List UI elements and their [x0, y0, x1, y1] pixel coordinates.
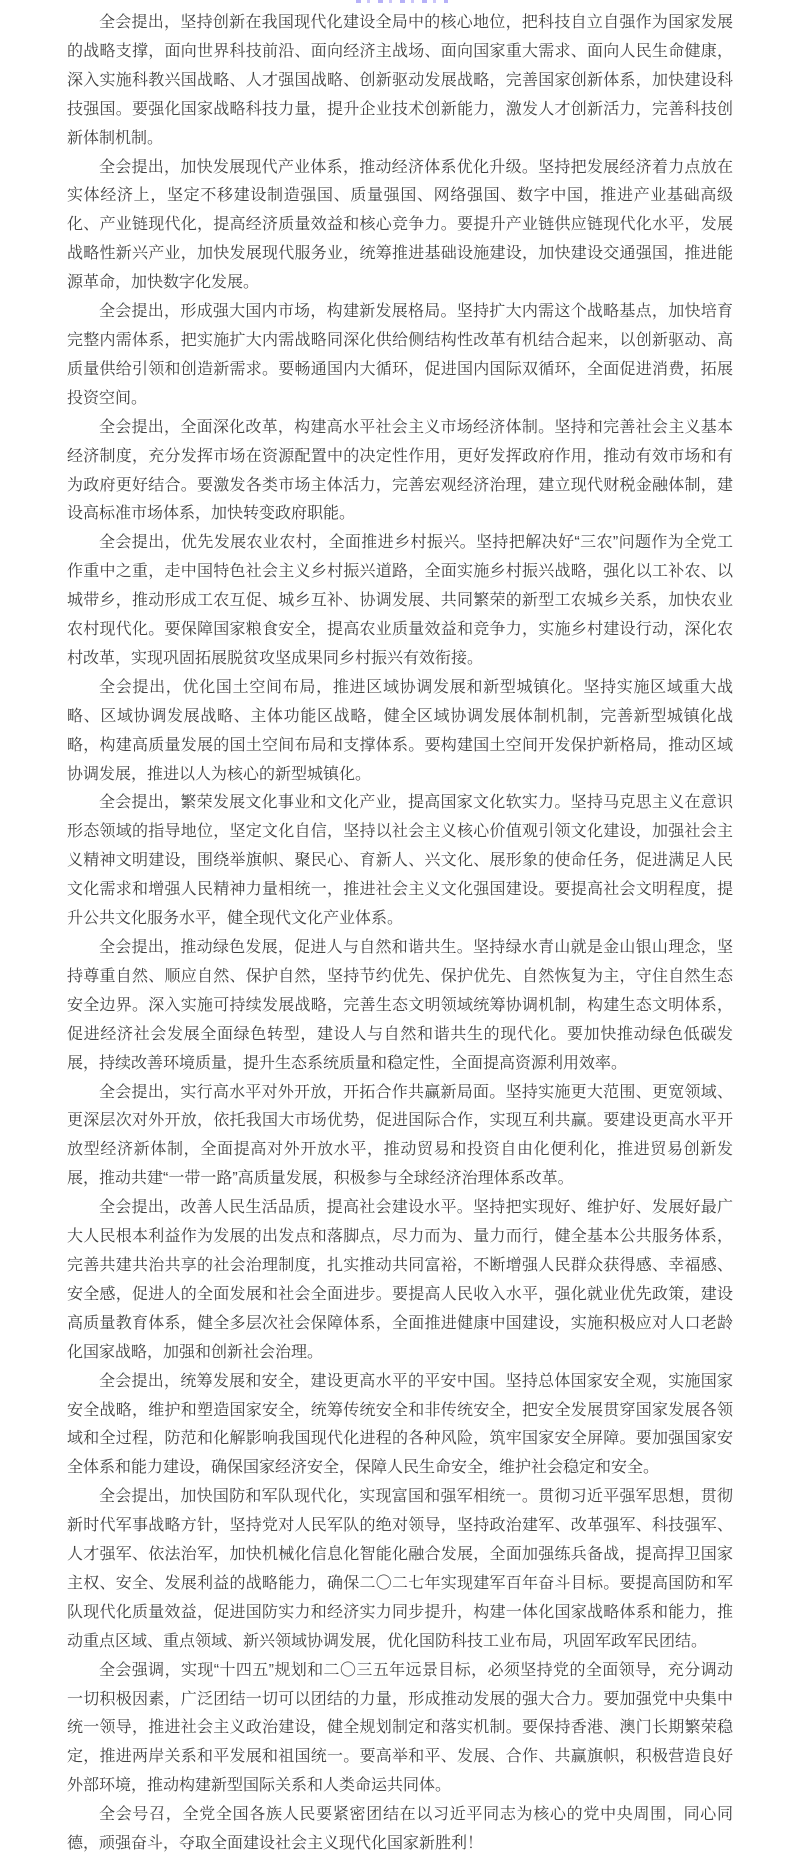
paragraph: 全会提出，实行高水平对外开放，开拓合作共赢新局面。坚持实施更大范围、更宽领域、更深层次对外开放，依托我国大市场优势，促进国际合作，实现互利共赢。要建设更高水平开放型经济新体制，全面提高对外开放水平，推动贸易和投资自由化便利化，推进贸易创新发展，推动共建“一带一路”高质量发展，积极参与全球经济治理体系改革。	[67, 1083, 733, 1188]
paragraph: 全会提出，统筹发展和安全，建设更高水平的平安中国。坚持总体国家安全观，实施国家安全战略，维护和塑造国家安全，统筹传统安全和非传统安全，把安全发展贯穿国家发展各领域和全过程，防范和化解影响我国现代化进程的各种风险，筑牢国家安全屏障。要加强国家安全体系和能力建设，确保国家经济安全，保障人民生命安全，维护社会稳定和安全。	[67, 1372, 733, 1477]
paragraph: 全会提出，形成强大国内市场，构建新发展格局。坚持扩大内需这个战略基点，加快培育完整内需体系，把实施扩大内需战略同深化供给侧结构性改革有机结合起来，以创新驱动、高质量供给引领和创造新需求。要畅通国内大循环，促进国内国际双循环，全面促进消费，拓展投资空间。	[67, 303, 733, 407]
paragraph: 全会提出，改善人民生活品质，提高社会建设水平。坚持把实现好、维护好、发展好最广大人民根本利益作为发展的出发点和落脚点，尽力而为、量力而行，健全基本公共服务体系，完善共建共治共享的社会治理制度，扎实推动共同富裕，不断增强人民群众获得感、幸福感、安全感，促进人的全面发展和社会全面进步。要提高人民收入水平，强化就业优先政策，建设高质量教育体系，健全多层次社会保障体系，全面推进健康中国建设，实施积极应对人口老龄化国家战略，加强和创新社会治理。	[67, 1199, 733, 1361]
clipped-link-fragment	[356, 0, 448, 3]
paragraph: 全会提出，坚持创新在我国现代化建设全局中的核心地位，把科技自立自强作为国家发展的战略支撑，面向世界科技前沿、面向经济主战场、面向国家重大需求、面向人民生命健康，深入实施科教兴国战略、人才强国战略、创新驱动发展战略，完善国家创新体系，加快建设科技强国。要强化国家战略科技力量，提升企业技术创新能力，激发人才创新活力，完善科技创新体制机制。	[67, 14, 733, 147]
paragraph: 全会强调，实现“十四五”规划和二〇三五年远景目标，必须坚持党的全面领导，充分调动一切积极因素，广泛团结一切可以团结的力量，形成推动发展的强大合力。要加强党中央集中统一领导，推进社会主义政治建设，健全规划制定和落实机制。要保持香港、澳门长期繁荣稳定，推进两岸关系和平发展和祖国统一。要高举和平、发展、合作、共赢旗帜，积极营造良好外部环境，推动构建新型国际关系和人类命运共同体。	[67, 1661, 733, 1795]
paragraph: 全会提出，全面深化改革，构建高水平社会主义市场经济体制。坚持和完善社会主义基本经济制度，充分发挥市场在资源配置中的决定性作用，更好发挥政府作用，推动有效市场和有为政府更好结合。要激发各类市场主体活力，完善宏观经济治理，建立现代财税金融体制，建设高标准市场体系，加快转变政府职能。	[67, 418, 733, 523]
paragraph: 全会提出，繁荣发展文化事业和文化产业，提高国家文化软实力。坚持马克思主义在意识形态领域的指导地位，坚定文化自信，坚持以社会主义核心价值观引领文化建设，加强社会主义精神文明建设，围绕举旗帜、聚民心、育新人、兴文化、展形象的使命任务，促进满足人民文化需求和增强人民精神力量相统一，推进社会主义文化强国建设。要提高社会文明程度，提升公共文化服务水平，健全现代文化产业体系。	[67, 794, 733, 928]
paragraph: 全会提出，加快国防和军队现代化，实现富国和强军相统一。贯彻习近平强军思想，贯彻新时代军事战略方针，坚持党对人民军队的绝对领导，坚持政治建军、改革强军、科技强军、人才强军、依法治军，加快机械化信息化智能化融合发展，全面加强练兵备战，提高捍卫国家主权、安全、发展利益的战略能力，确保二〇二七年实现建军百年奋斗目标。要提高国防和军队现代化质量效益，促进国防实力和经济实力同步提升，构建一体化国家战略体系和能力，推动重点区域、重点领域、新兴领域协调发展，优化国防科技工业布局，巩固军政军民团结。	[67, 1488, 733, 1650]
paragraph: 全会提出，优先发展农业农村，全面推进乡村振兴。坚持把解决好“三农”问题作为全党工作重中之重，走中国特色社会主义乡村振兴道路，全面实施乡村振兴战略，强化以工补农、以城带乡，推动形成工农互促、城乡互补、协调发展、共同繁荣的新型工农城乡关系，加快农业农村现代化。要保障国家粮食安全，提高农业质量效益和竞争力，实施乡村建设行动，深化农村改革，实现巩固拓展脱贫攻坚成果同乡村振兴有效衔接。	[67, 534, 733, 667]
paragraph: 全会提出，优化国土空间布局，推进区域协调发展和新型城镇化。坚持实施区域重大战略、区域协调发展战略、主体功能区战略，健全区域协调发展体制机制，完善新型城镇化战略，构建高质量发展的国土空间布局和支撑体系。要构建国土空间开发保护新格局，推动区域协调发展，推进以人为核心的新型城镇化。	[67, 678, 733, 783]
paragraph: 全会提出，加快发展现代产业体系，推动经济体系优化升级。坚持把发展经济着力点放在实体经济上，坚定不移建设制造强国、质量强国、网络强国、数字中国，推进产业基础高级化、产业链现代化，提高经济质量效益和核心竞争力。要提升产业链供应链现代化水平，发展战略性新兴产业，加快发展现代服务业，统筹推进基础设施建设，加快建设交通强国，推进能源革命，加快数字化发展。	[67, 158, 733, 292]
article-text	[67, 9, 733, 1859]
paragraph: 全会提出，推动绿色发展，促进人与自然和谐共生。坚持绿水青山就是金山银山理念，坚持尊重自然、顺应自然、保护自然，坚持节约优先、保护优先、自然恢复为主，守住自然生态安全边界。深入实施可持续发展战略，完善生态文明领域统筹协调机制，构建生态文明体系，促进经济社会发展全面绿色转型，建设人与自然和谐共生的现代化。要加快推动绿色低碳发展，持续改善环境质量，提升生态系统质量和稳定性，全面提高资源利用效率。	[67, 939, 733, 1072]
paragraph: 全会号召，全党全国各族人民要紧密团结在以习近平同志为核心的党中央周围，同心同德，顽强奋斗，夺取全面建设社会主义现代化国家新胜利！	[67, 1806, 733, 1853]
